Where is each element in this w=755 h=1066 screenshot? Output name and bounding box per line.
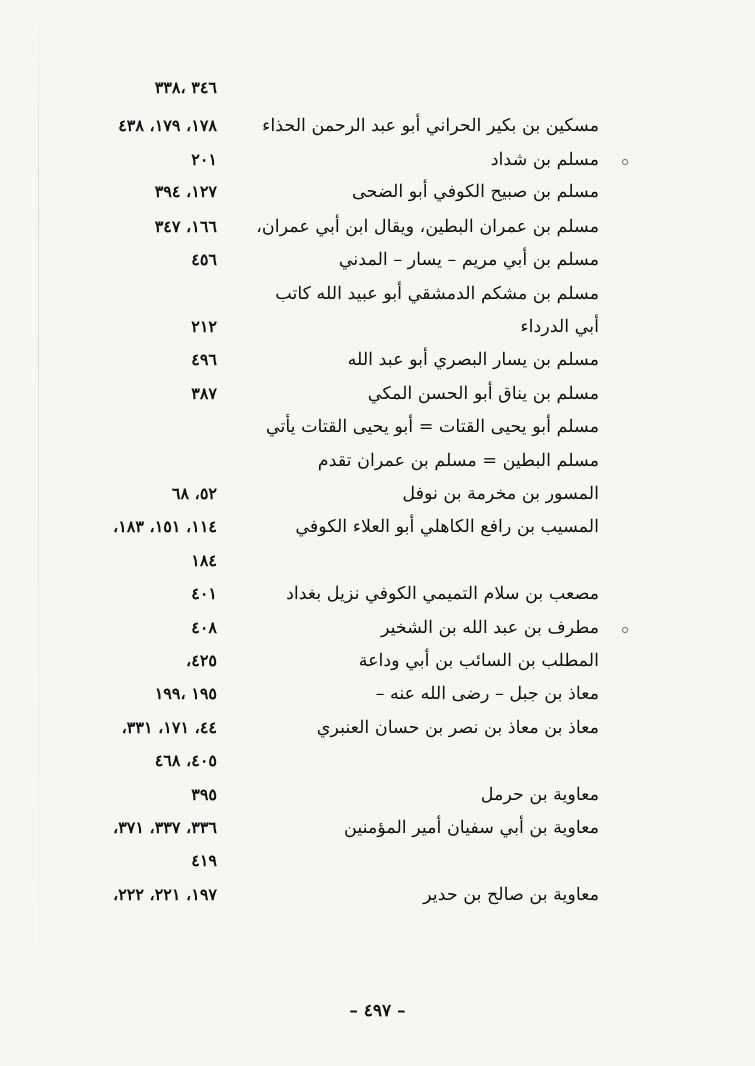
entry-name: معاوية بن أبي سفيان أمير المؤمنين xyxy=(344,818,599,838)
index-entry xyxy=(0,278,755,310)
entry-pages: ١٩٧، ٢٢١، ٢٢٢، xyxy=(113,885,217,904)
entry-pages: ٣٤٦ ،٣٣٨ xyxy=(154,78,217,97)
entry-pages: ١٩٥ ،١٩٩ xyxy=(154,684,217,703)
index-entry xyxy=(0,411,755,443)
index-entry xyxy=(0,578,755,610)
index-entry xyxy=(0,779,755,811)
entry-pages: ٤٩٦ xyxy=(191,350,217,369)
index-entry xyxy=(0,678,755,710)
index-entry xyxy=(0,344,755,376)
entry-pages: ٣٣٦، ٣٣٧، ٣٧١، xyxy=(113,818,217,837)
index-entry xyxy=(0,311,755,343)
entry-pages: ٤٥٦ xyxy=(191,250,217,269)
entry-pages: ٣٨٧ xyxy=(191,384,217,403)
index-entry xyxy=(0,378,755,410)
page-number: – ٤٩٧ – xyxy=(349,1001,406,1021)
entry-pages: ١٨٤ xyxy=(191,551,217,570)
entry-name: المطلب بن السائب بن أبي وداعة xyxy=(358,651,599,671)
index-entry xyxy=(0,511,755,543)
entry-name: مسلم بن صبيح الكوفي أبو الضحى xyxy=(351,182,599,202)
entry-name: المسيب بن رافع الكاهلي أبو العلاء الكوفي xyxy=(295,517,599,537)
entry-name: معاوية بن صالح بن حدير xyxy=(423,885,599,905)
index-entry xyxy=(0,879,755,911)
entry-pages: ٤٢٥، xyxy=(186,651,217,670)
entry-pages: ٤٠١ xyxy=(191,584,217,603)
entry-name: مسلم بن شداد xyxy=(490,150,599,170)
entry-name: مسلم البطين = مسلم بن عمران تقدم xyxy=(317,451,599,471)
entry-name: مسلم بن يسار البصري أبو عبد الله xyxy=(347,350,599,370)
index-entry xyxy=(0,745,755,777)
entry-pages: ٤٤، ١٧١، ٣٣١، xyxy=(121,718,217,737)
entry-pages: ٥٢، ٦٨ xyxy=(171,484,217,503)
index-entry xyxy=(0,244,755,276)
index-entry xyxy=(0,110,755,142)
entry-name: مطرف بن عبد الله بن الشخير xyxy=(380,618,599,638)
index-entry xyxy=(0,645,755,677)
index-entry xyxy=(0,845,755,877)
index-entry xyxy=(0,176,755,208)
index-entry xyxy=(0,545,755,577)
entry-pages: ١١٤، ١٥١، ١٨٣، xyxy=(113,517,217,536)
entry-pages: ١٧٨، ١٧٩، ٤٣٨ xyxy=(118,116,217,135)
index-entry xyxy=(0,144,755,176)
entry-pages: ٣٩٥ xyxy=(191,785,217,804)
entry-pages: ١٦٦، ٣٤٧ xyxy=(154,217,217,236)
index-entry xyxy=(0,478,755,510)
entry-name: مسلم أبو يحيى القتات = أبو يحيى القتات يأتي xyxy=(265,417,599,437)
entry-name: معاذ بن معاذ بن نصر بن حسان العنبري xyxy=(316,718,599,738)
entry-name: أبي الدرداء xyxy=(520,317,599,337)
entry-name: مسلم بن يناق أبو الحسن المكي xyxy=(367,384,599,404)
entry-name: مسلم بن مشكم الدمشقي أبو عبيد الله كاتب xyxy=(275,284,599,304)
index-entry xyxy=(0,712,755,744)
entry-name: مسلم بن عمران البطين، ويقال ابن أبي عمران، xyxy=(256,217,599,237)
entry-name: معاذ بن جبل – رضى الله عنه – xyxy=(375,684,599,704)
entry-pages: ٢٠١ xyxy=(191,150,217,169)
entry-pages: ٤٠٥، ٤٦٨ xyxy=(154,751,217,770)
index-entry xyxy=(0,72,755,104)
entry-name: معاوية بن حرمل xyxy=(480,785,599,805)
entry-marker-dot xyxy=(622,159,628,165)
index-entry xyxy=(0,812,755,844)
index-entry xyxy=(0,612,755,644)
entry-pages: ٤١٩ xyxy=(191,851,217,870)
entry-name: المسور بن مخرمة بن نوفل xyxy=(402,484,599,504)
entry-name: مسكين بن بكير الحراني أبو عبد الرحمن الحذاء xyxy=(262,116,599,136)
entry-pages: ٢١٢ xyxy=(191,317,217,336)
entry-name: مصعب بن سلام التميمي الكوفي نزيل بغداد xyxy=(286,584,599,604)
entry-pages: ١٢٧، ٣٩٤ xyxy=(154,182,217,201)
entry-marker-dot xyxy=(622,627,628,633)
index-entry xyxy=(0,445,755,477)
entry-name: مسلم بن أبي مريم – يسار – المدني xyxy=(338,250,599,270)
index-entry xyxy=(0,211,755,243)
entry-pages: ٤٠٨ xyxy=(191,618,217,637)
